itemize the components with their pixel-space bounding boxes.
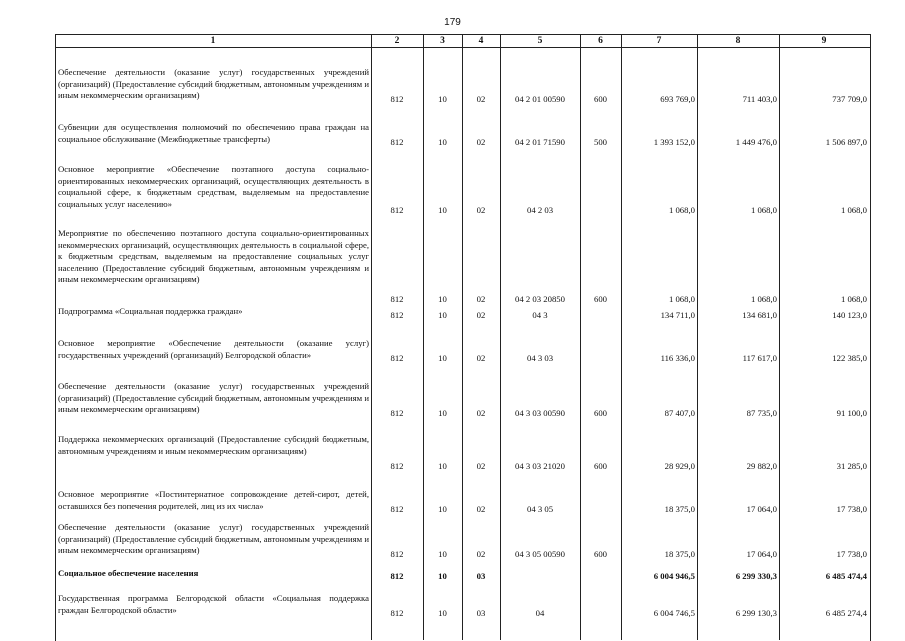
row-cell-c5: 04 3 03 21020: [515, 460, 565, 471]
row-cell-c4: 02: [476, 309, 486, 320]
row-cell-c5: 04: [535, 607, 545, 618]
row-cell-c2: 812: [390, 548, 404, 559]
row-description: Основное мероприятие «Обеспечение поэтапного доступа социально-ориентированных некоммерческих организаций, осуществляющих деятельность в социальной сфере, к бюджетным средствам, выделяемым на предоставление социальных услуг населению»: [58, 164, 369, 209]
row-cell-c8: 1 449 476,0: [735, 136, 777, 147]
table-row: [0, 434, 905, 472]
column-header: 4: [478, 36, 484, 46]
table-row: [0, 67, 905, 105]
row-cell-c5: 04 3: [532, 309, 548, 320]
row-cell-c5: 04 3 03 00590: [515, 407, 565, 418]
column-header: 8: [735, 36, 741, 46]
row-cell-c3: 10: [438, 503, 447, 514]
row-cell-c9: 1 068,0: [840, 204, 867, 215]
row-cell-c9: 737 709,0: [832, 93, 867, 104]
page-number: 179: [444, 17, 461, 28]
row-cell-c4: 02: [476, 93, 486, 104]
row-description: Обеспечение деятельности (оказание услуг) государственных учреждений (организаций) (Предоставление субсидий бюджетным, автономным учреждениям и иным некоммерческим организациям): [58, 67, 369, 100]
row-cell-c3: 10: [438, 548, 447, 559]
table-row: [0, 381, 905, 419]
row-cell-c3: 10: [438, 136, 447, 147]
row-cell-c3: 10: [438, 293, 447, 304]
column-header: 1: [210, 36, 216, 46]
row-cell-c2: 812: [390, 503, 404, 514]
row-cell-c4: 02: [476, 460, 486, 471]
row-cell-c7: 693 769,0: [660, 93, 695, 104]
row-cell-c5: 04 2 01 00590: [515, 93, 565, 104]
row-cell-c6: 500: [593, 136, 608, 147]
row-cell-c2: 812: [390, 93, 404, 104]
row-cell-c8: 6 299 130,3: [735, 607, 777, 618]
row-cell-c4: 02: [476, 548, 486, 559]
table-row: [0, 164, 905, 216]
row-cell-c9: 1 506 897,0: [825, 136, 867, 147]
row-description: Основное мероприятие «Обеспечение деятельности (оказание услуг) государственных учреждений (организаций) Белгородской области»: [58, 338, 369, 360]
row-cell-c2: 812: [390, 293, 404, 304]
row-cell-c3: 10: [438, 570, 447, 581]
row-cell-c7: 1 068,0: [668, 204, 695, 215]
table-row: [0, 122, 905, 148]
row-cell-c7: 18 375,0: [664, 548, 695, 559]
row-cell-c6: 600: [593, 93, 608, 104]
row-cell-c2: 812: [390, 136, 404, 147]
row-cell-c7: 134 711,0: [660, 309, 695, 320]
table-row: [0, 568, 905, 582]
row-cell-c5: 04 3 05: [526, 503, 554, 514]
row-description: Субвенции для осуществления полномочий по обеспечению права граждан на социальное обслуживание (Межбюджетные трансферты): [58, 122, 369, 144]
row-cell-c8: 1 068,0: [750, 204, 777, 215]
row-cell-c8: 87 735,0: [746, 407, 777, 418]
row-description: Поддержка некоммерческих организаций (Предоставление субсидий бюджетным, автономным учреждениям и иным некоммерческим организациям): [58, 434, 369, 456]
row-description: Обеспечение деятельности (оказание услуг) государственных учреждений (организаций) (Предоставление субсидий бюджетным, автономным учреждениям и иным некоммерческим организациям): [58, 381, 369, 414]
row-cell-c3: 10: [438, 352, 447, 363]
row-cell-c6: 600: [593, 293, 608, 304]
row-cell-c4: 02: [476, 136, 486, 147]
row-cell-c8: 117 617,0: [742, 352, 777, 363]
row-cell-c7: 1 393 152,0: [653, 136, 695, 147]
row-cell-c9: 17 738,0: [836, 548, 867, 559]
row-cell-c9: 91 100,0: [836, 407, 867, 418]
row-cell-c7: 28 929,0: [664, 460, 695, 471]
row-cell-c2: 812: [390, 407, 404, 418]
row-cell-c2: 812: [390, 460, 404, 471]
row-cell-c4: 03: [476, 607, 486, 618]
row-description: Подпрограмма «Социальная поддержка граждан»: [58, 306, 243, 316]
row-cell-c3: 10: [438, 309, 447, 320]
row-cell-c9: 17 738,0: [836, 503, 867, 514]
row-cell-c8: 6 299 330,3: [735, 570, 777, 581]
row-cell-c3: 10: [438, 460, 447, 471]
row-cell-c3: 10: [438, 204, 447, 215]
column-header: 7: [656, 36, 662, 46]
table-row: [0, 593, 905, 619]
row-cell-c9: 31 285,0: [836, 460, 867, 471]
row-cell-c2: 812: [390, 607, 404, 618]
row-cell-c4: 02: [476, 352, 486, 363]
row-cell-c2: 812: [390, 352, 404, 363]
row-cell-c4: 02: [476, 503, 486, 514]
row-cell-c7: 6 004 946,5: [653, 570, 695, 581]
row-cell-c4: 02: [476, 293, 486, 304]
table-row: [0, 522, 905, 560]
row-cell-c7: 116 336,0: [660, 352, 695, 363]
row-cell-c2: 812: [390, 309, 404, 320]
row-cell-c4: 02: [476, 407, 486, 418]
row-cell-c8: 1 068,0: [750, 293, 777, 304]
row-cell-c2: 812: [390, 570, 404, 581]
column-header: 3: [440, 36, 445, 46]
row-description: Мероприятие по обеспечению поэтапного доступа социально-ориентированных некоммерческих организаций, осуществляющих деятельность в социальной сфере, к бюджетным средствам, выделяемым на предоставление социальных услуг населению (Предоставление субсидий бюджетным, автономным учреждениям и иным некоммерческим организациям): [58, 228, 369, 284]
column-header: 2: [394, 36, 400, 46]
row-description: Государственная программа Белгородской области «Социальная поддержка граждан Белгородской области»: [58, 593, 369, 615]
table-row: [0, 489, 905, 515]
row-cell-c8: 29 882,0: [746, 460, 777, 471]
row-cell-c5: 04 3 05 00590: [515, 548, 565, 559]
row-cell-c7: 87 407,0: [664, 407, 695, 418]
row-cell-c9: 122 385,0: [832, 352, 867, 363]
row-cell-c5: 04 3 03: [526, 352, 554, 363]
row-cell-c3: 10: [438, 407, 447, 418]
row-cell-c2: 812: [390, 204, 404, 215]
row-cell-c3: 10: [438, 93, 447, 104]
row-cell-c9: 6 485 474,4: [825, 570, 867, 581]
row-cell-c4: 03: [476, 570, 486, 581]
table-row: [0, 306, 905, 321]
table-row: [0, 338, 905, 364]
row-cell-c4: 02: [476, 204, 486, 215]
column-header: 5: [537, 36, 543, 46]
column-header: 9: [821, 36, 827, 46]
row-cell-c8: 17 064,0: [746, 548, 777, 559]
row-cell-c6: 600: [593, 460, 608, 471]
table-row: [0, 228, 905, 305]
row-cell-c5: 04 2 03: [526, 204, 554, 215]
row-description: Обеспечение деятельности (оказание услуг) государственных учреждений (организаций) (Предоставление субсидий бюджетным, автономным учреждениям и иным некоммерческим организациям): [58, 522, 369, 555]
row-cell-c8: 134 681,0: [742, 309, 777, 320]
column-header: 6: [598, 36, 603, 46]
header-divider: [55, 47, 870, 48]
row-cell-c6: 600: [593, 548, 608, 559]
row-cell-c8: 711 403,0: [742, 93, 777, 104]
row-cell-c5: 04 2 01 71590: [515, 136, 565, 147]
row-cell-c6: 600: [593, 407, 608, 418]
row-cell-c9: 1 068,0: [840, 293, 867, 304]
row-cell-c9: 6 485 274,4: [825, 607, 867, 618]
row-cell-c7: 6 004 746,5: [653, 607, 695, 618]
row-cell-c9: 140 123,0: [832, 309, 867, 320]
row-cell-c8: 17 064,0: [746, 503, 777, 514]
row-cell-c5: 04 2 03 20850: [515, 293, 565, 304]
row-description: Социальное обеспечение населения: [58, 568, 199, 578]
row-cell-c3: 10: [438, 607, 447, 618]
row-cell-c7: 18 375,0: [664, 503, 695, 514]
row-cell-c7: 1 068,0: [668, 293, 695, 304]
row-description: Основное мероприятие «Постинтернатное сопровождение детей-сирот, детей, оставшихся без попечения родителей, лиц из их числа»: [58, 489, 369, 511]
